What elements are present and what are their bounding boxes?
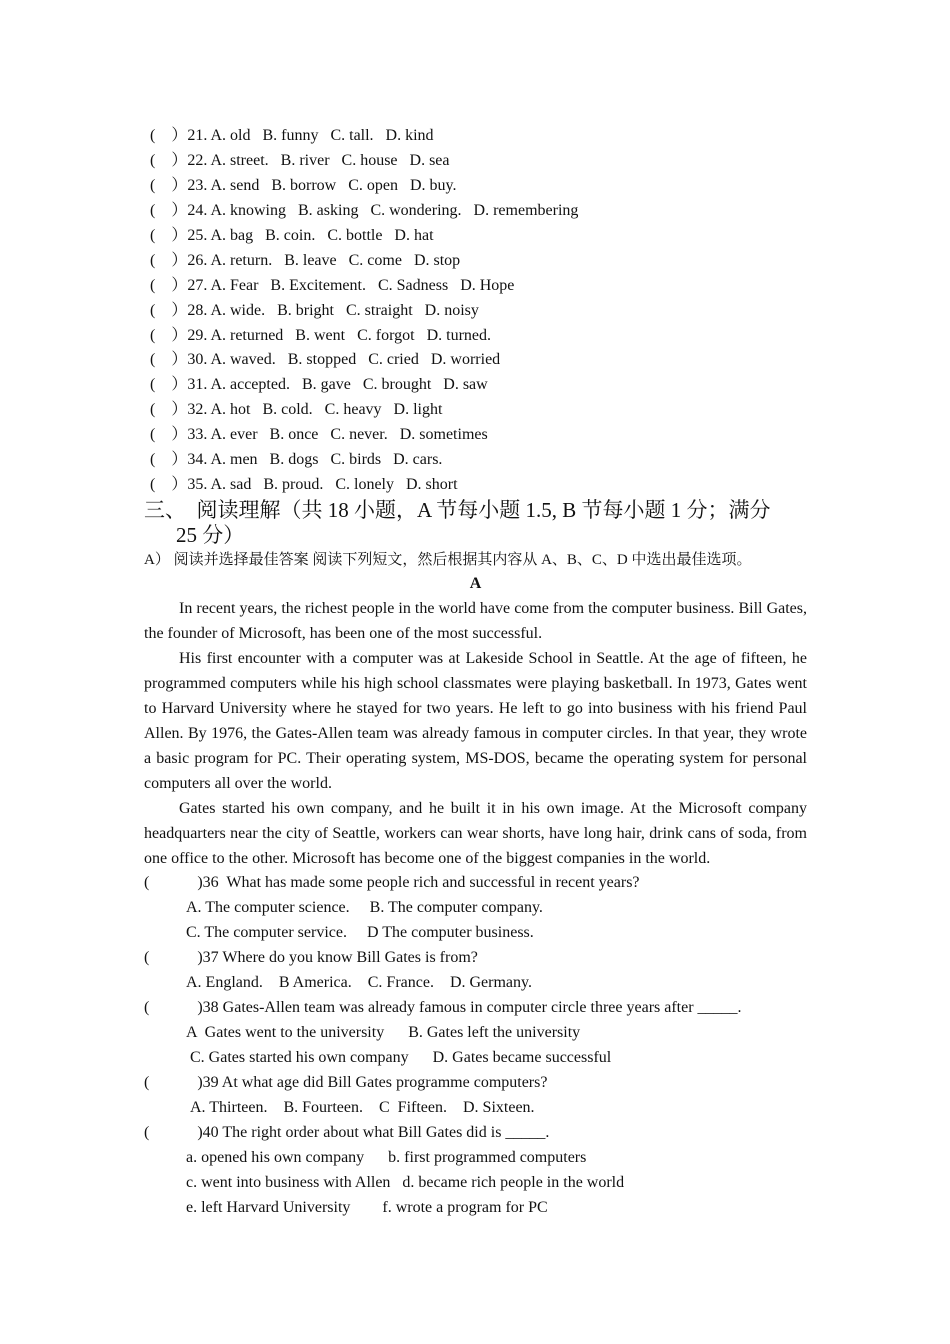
question-37 bbox=[144, 946, 807, 996]
section-heading-line1: 三、 阅读理解（共 18 小题，A 节每小题 1.5, B 节每小题 1 分；满分 bbox=[144, 498, 771, 523]
cloze-item-21: ( ）21. A. old B. funny C. tall. D. kind bbox=[150, 127, 434, 144]
question-39-stem: ( )39 At what age did Bill Gates programme computers? bbox=[144, 1073, 548, 1091]
question-36-stem: ( )36 What has made some people rich and successful in recent years? bbox=[144, 874, 640, 892]
passage-paragraph-1: In recent years, the richest people in the world have come from the computer business. Bill Gates, the founder of Microsoft, has been one of the most successful. bbox=[144, 600, 807, 642]
question-36-options-1: A. The computer science. B. The computer company. bbox=[186, 899, 543, 917]
cloze-item-27: ( ）27. A. Fear B. Excitement. C. Sadness D. Hope bbox=[150, 276, 515, 294]
cloze-items-list bbox=[144, 124, 807, 498]
cloze-item-23: ( ）23. A. send B. borrow C. open D. buy. bbox=[150, 176, 457, 194]
question-36-options-2: C. The computer service. D The computer business. bbox=[186, 924, 534, 942]
cloze-item-30: ( ）30. A. waved. B. stopped C. cried D. worried bbox=[150, 351, 501, 369]
cloze-item-31: ( ）31. A. accepted. B. gave C. brought D. saw bbox=[150, 376, 488, 394]
question-37-stem: ( )37 Where do you know Bill Gates is from? bbox=[144, 949, 478, 967]
exam-page bbox=[144, 124, 807, 1221]
question-37-options: A. England. B America. C. France. D. Germany. bbox=[186, 974, 532, 992]
question-40-options-3: e. left Harvard University f. wrote a program for PC bbox=[186, 1198, 548, 1216]
question-39 bbox=[144, 1071, 807, 1121]
cloze-item-35: ( ）35. A. sad B. proud. C. lonely D. short bbox=[150, 476, 458, 494]
question-38-options-1: A Gates went to the university B. Gates left the university bbox=[186, 1024, 581, 1042]
question-36 bbox=[144, 871, 807, 946]
question-39-options: A. Thirteen. B. Fourteen. C Fifteen. D. Sixteen. bbox=[190, 1098, 535, 1116]
question-40-stem: ( )40 The right order about what Bill Gates did is _____. bbox=[144, 1123, 550, 1141]
cloze-item-26: ( ）26. A. return. B. leave C. come D. stop bbox=[150, 251, 461, 269]
cloze-item-29: ( ）29. A. returned B. went C. forgot D. turned. bbox=[150, 326, 491, 344]
cloze-item-33: ( ）33. A. ever B. once C. never. D. sometimes bbox=[150, 426, 488, 444]
question-40 bbox=[144, 1121, 807, 1221]
question-40-options-2: c. went into business with Allen d. became rich people in the world bbox=[186, 1173, 625, 1191]
cloze-item-34: ( ）34. A. men B. dogs C. birds D. cars. bbox=[150, 451, 443, 469]
question-38-stem: ( )38 Gates-Allen team was already famous in computer circle three years after _____. bbox=[144, 999, 742, 1017]
passage-paragraph-2: His first encounter with a computer was at Lakeside School in Seattle. At the age of fifteen, he programmed computers while his high school classmates were playing basketball. In 1973, Gates went to Harvard University where he stayed for two years. He left to go into business with his friend Paul Allen. By 1976, the Gates-Allen team was already famous in computer circles. In that year, they wrote a basic program for PC. Their operating system, MS-DOS, became the operating system for personal computers all over the world. bbox=[144, 649, 807, 792]
cloze-item-32: ( ）32. A. hot B. cold. C. heavy D. light bbox=[150, 401, 443, 419]
passage-paragraph-3: Gates started his own company, and he built it in his own image. At the Microsoft company headquarters near the city of Seattle, workers can wear shorts, have long hair, drink cans of soda, from one office to the other. Microsoft has become one of the biggest companies in the world. bbox=[144, 799, 807, 867]
section-heading bbox=[144, 498, 807, 548]
passage-title: A bbox=[469, 575, 482, 593]
cloze-item-28: ( ）28. A. wide. B. bright C. straight D. noisy bbox=[150, 301, 479, 319]
question-40-options-1: a. opened his own company b. first programmed computers bbox=[186, 1148, 587, 1166]
section-heading-line2: 25 分） bbox=[176, 523, 245, 548]
cloze-item-25: ( ）25. A. bag B. coin. C. bottle D. hat bbox=[150, 226, 434, 244]
cloze-item-22: ( ）22. A. street. B. river C. house D. sea bbox=[150, 151, 450, 169]
section-instruction: A） 阅读并选择最佳答案 阅读下列短文，然后根据其内容从 A、B、C、D 中选出最佳选项。 bbox=[144, 552, 752, 569]
cloze-item-24: ( ）24. A. knowing B. asking C. wondering. D. remembering bbox=[150, 201, 579, 219]
question-38 bbox=[144, 996, 807, 1071]
question-38-options-2: C. Gates started his own company D. Gates became successful bbox=[190, 1049, 612, 1067]
